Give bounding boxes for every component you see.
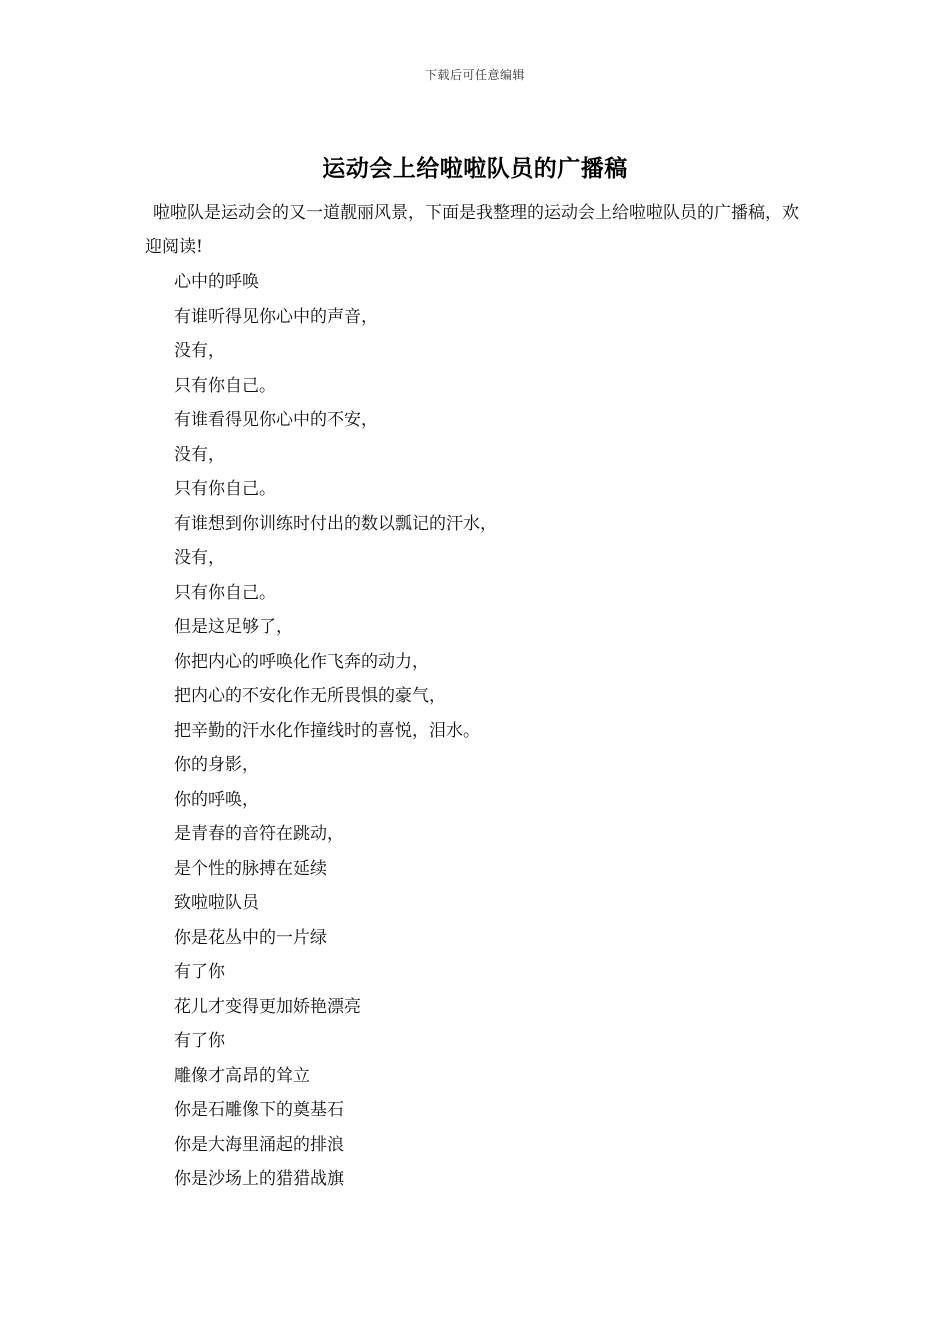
header-note: 下载后可任意编辑 (424, 68, 525, 82)
poem-line: 只有你自己。 (174, 479, 276, 499)
poem-line: 没有， (174, 341, 225, 361)
poem-line: 有谁想到你训练时付出的数以瓢记的汗水， (174, 513, 497, 534)
poem-lines (174, 265, 497, 1197)
poem-line: 但是这足够了， (174, 617, 293, 637)
poem-line: 没有， (174, 444, 225, 465)
poem-line: 只有你自己。 (174, 375, 276, 396)
poem-line: 是个性的脉搏在延续 (174, 858, 327, 879)
poem-line: 花儿才变得更加娇艳漂亮 (174, 996, 361, 1017)
poem-line: 只有你自己。 (174, 582, 276, 603)
poem-line: 你是花丛中的一片绿 (174, 927, 327, 948)
poem-line: 有了你 (174, 962, 225, 982)
poem-line: 是青春的音符在跳动， (174, 824, 344, 844)
poem-line: 你的身影， (174, 755, 259, 775)
poem-line: 没有， (174, 548, 225, 568)
intro-paragraph: 啦啦队是运动会的又一道靓丽风景，下面是我整理的运动会上给啦啦队员的广播稿，欢迎阅读! (145, 203, 799, 257)
poem-line: 有谁看得见你心中的不安， (174, 410, 378, 430)
poem-line: 有谁听得见你心中的声音， (174, 306, 378, 327)
poem-line: 雕像才高昂的耸立 (174, 1065, 310, 1086)
poem-line: 你是大海里涌起的排浪 (174, 1134, 344, 1155)
poem-line: 你是沙场上的猎猎战旗 (174, 1169, 344, 1189)
poem-line: 把内心的不安化作无所畏惧的豪气， (174, 686, 446, 706)
poem-line: 你把内心的呼唤化作飞奔的动力， (174, 651, 429, 672)
poem-line: 你的呼唤， (174, 789, 259, 810)
poem-line: 有了你 (174, 1031, 225, 1051)
poem-line: 致啦啦队员 (174, 893, 259, 913)
poem-line: 把辛勤的汗水化作撞线时的喜悦，泪水。 (174, 720, 480, 741)
poem-line: 你是石雕像下的奠基石 (174, 1100, 344, 1120)
document-title: 运动会上给啦啦队员的广播稿 (322, 155, 628, 182)
poem-line: 心中的呼唤 (174, 272, 259, 292)
